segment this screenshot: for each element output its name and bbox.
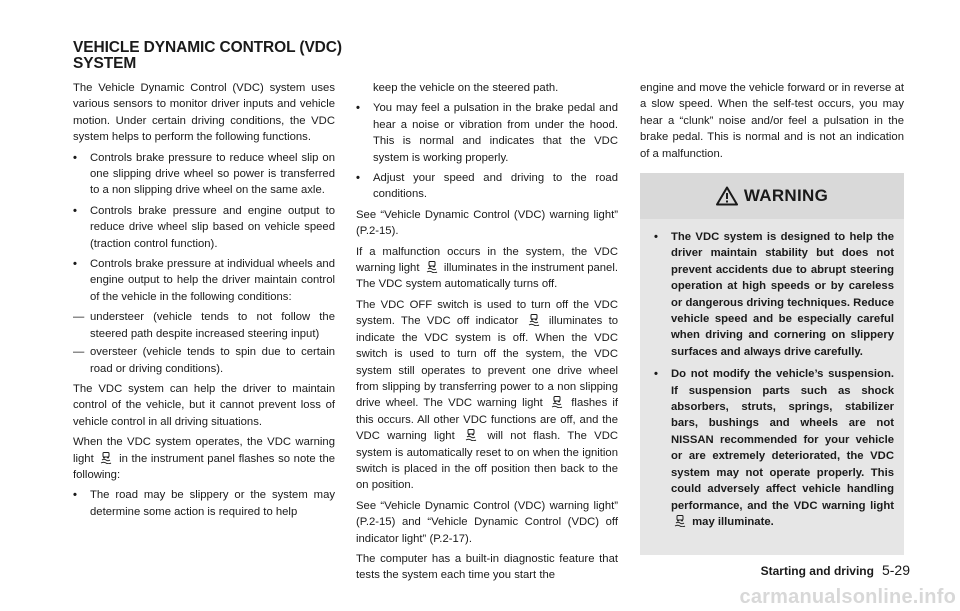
warning-box (640, 173, 904, 555)
list-item: • The road may be slippery or the system may determine some action is required to help (73, 487, 335, 520)
warning-heading: WARNING (743, 186, 829, 205)
vdc-skid-icon (464, 429, 478, 441)
text-run: The VDC OFF switch is used to turn off the VDC system. The VDC off indicator (356, 298, 618, 328)
warning-list (654, 229, 894, 536)
list-item: • You may feel a pulsation in the brake pedal and hear a noise or vibration from under the hood. This is normal and indicates that the VDC system is working properly. (356, 100, 618, 166)
text-run: illuminates in the instrument panel. The VDC system automatically turns off. (356, 262, 618, 291)
vdc-skid-icon (673, 515, 687, 527)
list-item: • Controls brake pressure and engine output to reduce drive wheel slip based on vehicle speed (traction control function). (73, 203, 335, 252)
vdc-skid-icon (425, 261, 439, 273)
warning-header (640, 173, 904, 219)
text-run: flashes if this occurs. All other VDC functions are off, and the VDC warning light (356, 397, 618, 443)
column-1 (73, 80, 335, 524)
text-run: Do not modify the vehicle’s suspension. If suspension parts such as shock absorbers, struts, springs, stabilizer bars, bushings and wheels are not NISSAN recommended for your vehicle or are extremely deteriorated, the VDC system may not operate properly. This could adversely affect vehicle handling performance, and the VDC warning light (671, 368, 894, 512)
watermark: carmanualsonline.info (739, 586, 956, 608)
warning-item: • The VDC system is designed to help the driver maintain stability but does not prevent accidents due to abrupt steering operation at high speeds or by careless or dangerous driving techniques. Reduce vehicle speed and be especially careful when driving and cornering on slippery surfaces and always drive carefully. (654, 229, 894, 360)
list-item-continuation: keep the vehicle on the steered path. (373, 82, 559, 94)
paragraph: See “Vehicle Dynamic Control (VDC) warning light” (P.2-15) and “Vehicle Dynamic Control (VDC) off indicator light” (P.2-17). (356, 499, 618, 545)
vdc-off-icon (527, 314, 541, 326)
paragraph (73, 434, 335, 483)
vdc-skid-icon (99, 452, 113, 464)
text-run: If a malfunction occurs in the system, the VDC warning light (356, 245, 618, 275)
dash-mark: — (73, 311, 85, 324)
dash-item-oversteer (73, 344, 335, 377)
section-name: Starting and driving (760, 564, 874, 578)
text-run: When the VDC system operates, the VDC warning light (73, 436, 335, 465)
dash-mark: — (73, 346, 85, 359)
page-title: VEHICLE DYNAMIC CONTROL (VDC) SYSTEM (73, 39, 342, 72)
text-run: illuminates to indicate the VDC system is off. When the VDC switch is used to turn off the system, the VDC system still operates to prevent one drive wheel from slipping by transferring power to a non slipping drive wheel. The VDC warning light (356, 315, 619, 410)
text-run: will not flash. The VDC system is automatically reset to on when the ignition switch is placed in the off position then back to the on position. (356, 430, 619, 492)
text-run: in the instrument panel flashes so note the following: (73, 452, 336, 481)
vdc-skid-icon (550, 396, 564, 408)
list-item: • Adjust your speed and driving to the road conditions. (356, 170, 618, 203)
dash-text: oversteer (vehicle tends to spin due to certain road or driving conditions). (90, 346, 335, 375)
paragraph: The VDC system can help the driver to maintain control of the vehicle, but it cannot prevent loss of vehicle control in all driving situations. (73, 382, 335, 428)
intro-paragraph: The Vehicle Dynamic Control (VDC) system uses various sensors to monitor driver inputs and vehicle motion. Under certain driving conditions, the VDC system helps to perform the following functions. (73, 82, 335, 144)
page-number: 5-29 (881, 562, 910, 578)
list-item: • Controls brake pressure at individual wheels and engine output to help the driver maintain control of the vehicle in the following conditions: (73, 256, 335, 305)
paragraph: engine and move the vehicle forward or in reverse at a slow speed. When the self-test occurs, you may hear a “clunk” noise and/or feel a pulsation in the brake pedal. This is normal and is not an indication of a malfunction. (640, 82, 904, 160)
column-3 (640, 80, 904, 166)
text-run: may illuminate. (692, 515, 774, 528)
dash-item-understeer (73, 309, 335, 342)
paragraph: See “Vehicle Dynamic Control (VDC) warning light” (P.2-15). (356, 208, 618, 238)
list-item: • Controls brake pressure to reduce wheel slip on one slipping drive wheel so power is transferred to a non slipping drive wheel on the same axle. (73, 150, 335, 199)
paragraph (356, 244, 618, 293)
page-footer (761, 562, 910, 578)
warning-item (654, 366, 894, 530)
warning-triangle-icon (716, 186, 738, 206)
dash-text: understeer (vehicle tends to not follow the steered path despite increased steering input) (90, 311, 335, 340)
paragraph (356, 297, 618, 494)
paragraph: The computer has a built-in diagnostic feature that tests the system each time you start the (356, 552, 618, 582)
column-2 (356, 80, 618, 588)
